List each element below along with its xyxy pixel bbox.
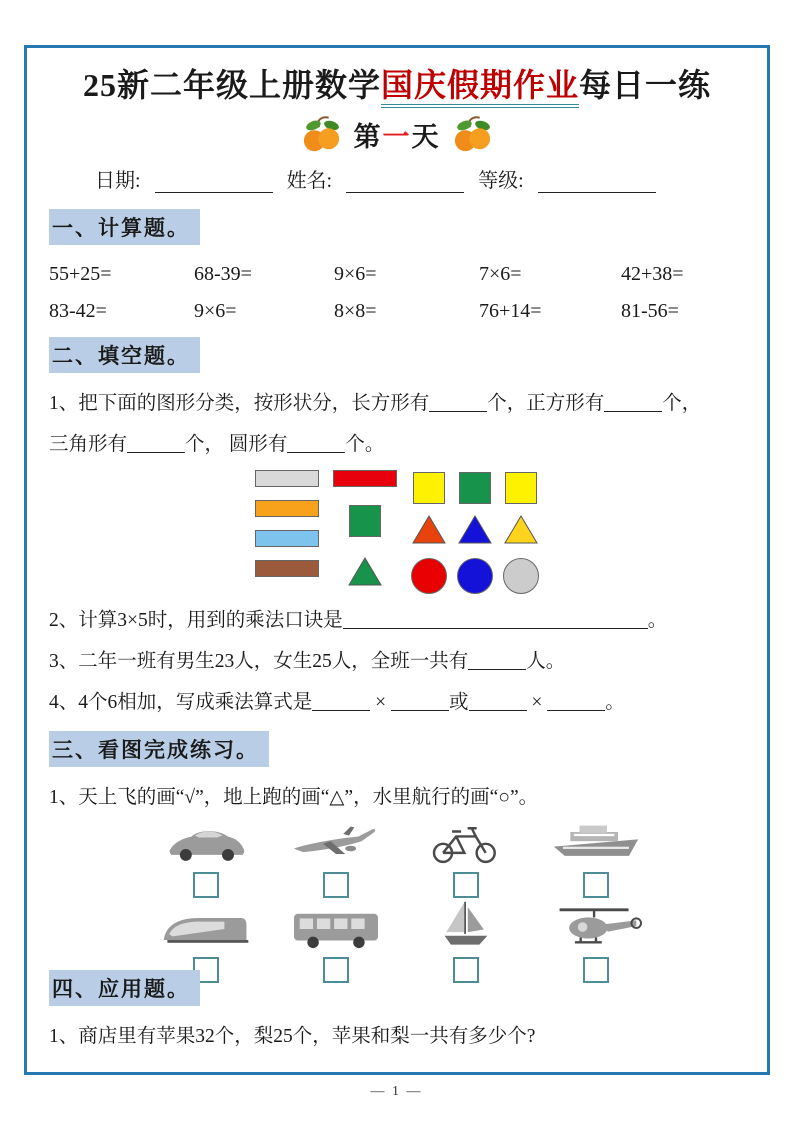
day-number: 一	[382, 121, 412, 152]
shape-triangle	[457, 514, 493, 550]
answer-checkbox	[193, 872, 219, 898]
answer-checkbox	[323, 872, 349, 898]
day-heading	[49, 114, 745, 154]
section3-q1: 1、天上飞的画“√”，地上跑的画“△”，水里航行的画“○”。	[49, 787, 539, 809]
answer-blank	[604, 392, 662, 413]
answer-blank	[468, 649, 526, 670]
shape-square	[505, 472, 537, 504]
shapes-grid	[411, 470, 539, 594]
vehicles-row-2	[141, 904, 661, 983]
calc-row-1	[49, 263, 745, 286]
shape-rect	[255, 470, 319, 487]
multiply-sign: ×	[375, 692, 387, 713]
day-suffix: 天	[411, 121, 441, 152]
answer-blank	[547, 691, 605, 712]
vehicle-cell	[531, 819, 661, 898]
calc-problem: 7×6=	[479, 263, 522, 285]
shape-rect	[333, 470, 397, 487]
fillin-q2	[49, 606, 745, 635]
shape-triangle	[411, 514, 447, 550]
airplane-icon	[288, 819, 384, 865]
name-label: 姓名:	[286, 170, 333, 192]
vehicle-cell	[401, 904, 531, 983]
calc-problem: 9×6=	[334, 263, 377, 285]
vehicles-figure	[141, 819, 661, 983]
q1-text: 三角形有	[49, 434, 128, 456]
fillin-q4	[49, 688, 745, 717]
shape-square	[413, 472, 445, 504]
vehicle-cell	[531, 904, 661, 983]
day-label	[354, 115, 441, 154]
answer-checkbox	[583, 957, 609, 983]
shape-triangle	[503, 514, 539, 550]
section4-header: 四、应用题。	[49, 970, 200, 1006]
q4-text: 4、4个6相加，写成乘法算式是	[49, 692, 313, 713]
q1-text: 个。	[345, 434, 385, 456]
calc-problem: 68-39=	[194, 263, 252, 285]
shapes-mid-column	[333, 470, 397, 592]
q3-text: 3、二年一班有男生23人，女生25人，全班一共有	[49, 650, 469, 672]
section2-header: 二、填空题。	[49, 337, 200, 373]
section4-q1: 1、商店里有苹果32个，梨25个，苹果和梨一共有多少个?	[49, 1025, 536, 1047]
calc-row-2	[49, 300, 745, 323]
shapes-rect-column	[255, 470, 319, 577]
answer-blank	[429, 392, 487, 413]
oranges-icon	[451, 114, 495, 154]
answer-blank	[469, 691, 527, 712]
calc-problem: 76+14=	[479, 300, 542, 322]
q4-text: 或	[449, 692, 469, 713]
date-label: 日期:	[95, 170, 141, 192]
answer-checkbox	[323, 957, 349, 983]
answer-blank	[391, 691, 449, 712]
shape-rect	[255, 560, 319, 577]
info-line	[95, 164, 745, 193]
cruise-ship-icon	[548, 819, 644, 865]
grade-label: 等级:	[478, 170, 524, 192]
shape-square	[459, 472, 491, 504]
section3-header: 三、看图完成练习。	[49, 731, 269, 767]
vehicle-cell	[271, 904, 401, 983]
oranges-icon	[300, 114, 344, 154]
fillin-q1-line2	[49, 430, 745, 459]
calc-problem: 8×8=	[334, 300, 377, 322]
name-blank	[346, 172, 464, 193]
q2-text: 。	[647, 609, 668, 631]
worksheet-page	[24, 45, 770, 1075]
q1-text: 个，正方形有	[487, 393, 605, 414]
q4-text: 。	[605, 692, 625, 713]
section1-header: 一、计算题。	[49, 209, 200, 245]
fillin-q1-line1	[49, 389, 745, 418]
car-icon	[160, 819, 252, 865]
title-highlight: 国庆假期作业	[381, 67, 579, 108]
answer-checkbox	[453, 957, 479, 983]
shape-triangle	[347, 556, 383, 592]
answer-blank	[127, 433, 185, 454]
fillin-q3	[49, 647, 745, 676]
page-title	[49, 60, 745, 106]
bicycle-icon	[425, 819, 507, 865]
shape-circle	[457, 558, 493, 594]
vehicle-cell	[271, 819, 401, 898]
shape-rect	[255, 500, 319, 517]
sailboat-icon	[437, 904, 495, 950]
vehicles-row-1	[141, 819, 661, 898]
helicopter-icon	[548, 904, 644, 950]
shapes-figure	[255, 470, 745, 594]
shape-circle	[411, 558, 447, 594]
title-prefix: 25新二年级上册数学	[82, 67, 381, 103]
page-number: — 1 —	[370, 1084, 423, 1099]
answer-blank	[312, 691, 370, 712]
calc-problem: 42+38=	[621, 263, 684, 285]
q1-text: 个， 圆形有	[185, 434, 288, 456]
shape-square	[349, 505, 381, 537]
answer-checkbox	[583, 872, 609, 898]
shape-rect	[255, 530, 319, 547]
q1-text: 个，	[662, 393, 702, 414]
high-speed-train-icon	[160, 904, 252, 950]
day-prefix: 第	[353, 121, 383, 152]
shape-circle	[503, 558, 539, 594]
calc-problem: 9×6=	[194, 300, 237, 322]
answer-blank	[287, 433, 345, 454]
calc-problem: 81-56=	[621, 300, 679, 322]
answer-blank	[343, 608, 648, 629]
multiply-sign: ×	[531, 692, 543, 713]
vehicle-cell	[401, 819, 531, 898]
calc-problem: 83-42=	[49, 300, 107, 322]
vehicle-cell	[141, 819, 271, 898]
title-suffix: 每日一练	[579, 67, 712, 103]
q2-text: 2、计算3×5时，用到的乘法口诀是	[49, 609, 343, 631]
q1-text: 1、把下面的图形分类，按形状分，长方形有	[49, 393, 430, 414]
q3-text: 人。	[526, 650, 566, 672]
calc-problem: 55+25=	[49, 263, 112, 285]
grade-blank	[538, 172, 656, 193]
answer-checkbox	[453, 872, 479, 898]
bus-icon	[288, 904, 384, 950]
date-blank	[155, 172, 273, 193]
